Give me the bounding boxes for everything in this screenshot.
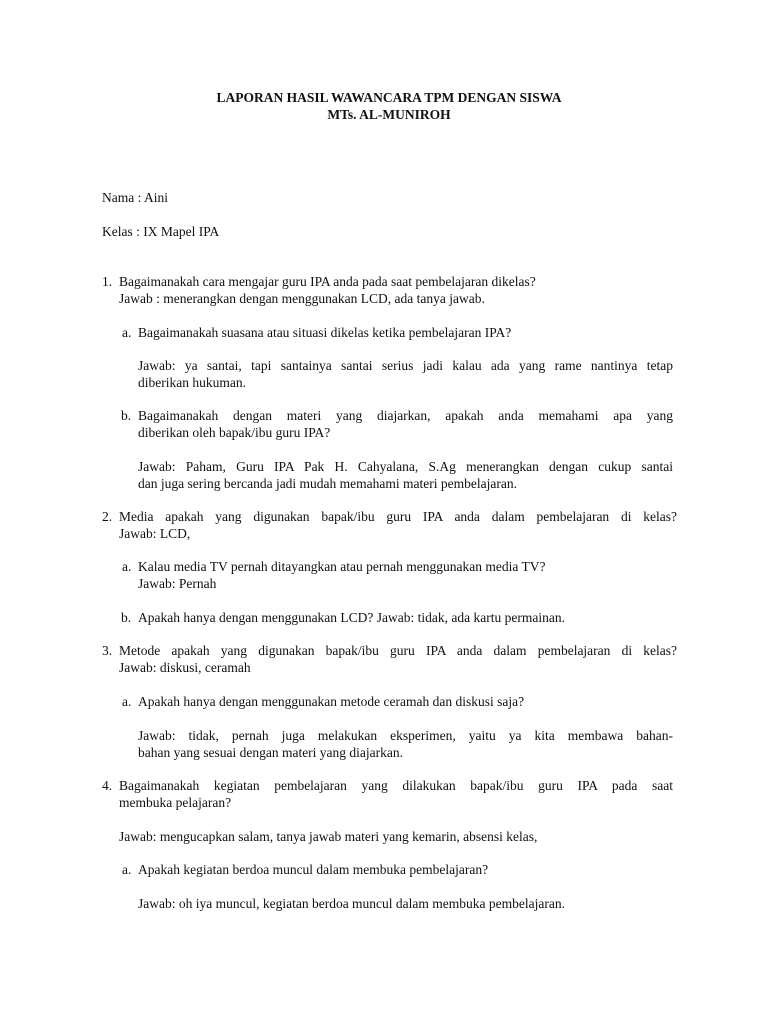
- answer-text: Jawab: LCD,: [119, 526, 191, 541]
- answer-text: Jawab: diskusi, ceramah: [119, 660, 251, 675]
- sub-question-label: a.: [122, 694, 132, 709]
- sub-question-label: b.: [121, 408, 132, 423]
- question-text: Bagaimanakah cara mengajar guru IPA anda pada saat pembelajaran dikelas?: [119, 274, 536, 289]
- question-text: Metode apakah yang digunakan bapak/ibu guru IPA anda dalam pembelajaran di kelas?: [119, 643, 677, 658]
- sub-question-text: Bagaimanakah suasana atau situasi dikelas ketika pembelajaran IPA?: [138, 325, 512, 340]
- sub-question-label: a.: [122, 325, 132, 340]
- answer-text: bahan yang sesuai dengan materi yang diajarkan.: [138, 745, 404, 760]
- answer-text: Jawab: mengucapkan salam, tanya jawab materi yang kemarin, absensi kelas,: [119, 829, 538, 844]
- student-class: Kelas : IX Mapel IPA: [102, 224, 220, 239]
- sub-question-text: diberikan oleh bapak/ibu guru IPA?: [138, 425, 331, 440]
- question-number: 2.: [102, 509, 113, 524]
- answer-text: diberikan hukuman.: [138, 375, 246, 390]
- question-text: Media apakah yang digunakan bapak/ibu guru IPA anda dalam pembelajaran di kelas?: [119, 509, 677, 524]
- sub-question-text: Bagaimanakah dengan materi yang diajarkan, apakah anda memahami apa yang: [138, 408, 673, 423]
- question-text: Bagaimanakah kegiatan pembelajaran yang dilakukan bapak/ibu guru IPA pada saat: [119, 778, 673, 793]
- question-text: membuka pelajaran?: [119, 795, 232, 810]
- question-number: 4.: [102, 778, 113, 793]
- answer-text: Jawab: Pernah: [138, 576, 217, 591]
- school-name: MTs. AL-MUNIROH: [327, 107, 451, 122]
- answer-text: Jawab: Paham, Guru IPA Pak H. Cahyalana, S.Ag menerangkan dengan cukup santai: [138, 459, 673, 474]
- answer-text: Jawab: tidak, pernah juga melakukan eksperimen, yaitu ya kita membawa bahan-: [138, 728, 673, 743]
- student-name: Nama : Aini: [102, 190, 168, 205]
- answer-text: dan juga sering bercanda jadi mudah memahami materi pembelajaran.: [138, 476, 517, 491]
- sub-question-label: a.: [122, 862, 132, 877]
- sub-question-text: Apakah kegiatan berdoa muncul dalam membuka pembelajaran?: [138, 862, 489, 877]
- sub-question-text: Kalau media TV pernah ditayangkan atau pernah menggunakan media TV?: [138, 559, 546, 574]
- question-number: 3.: [102, 643, 113, 658]
- answer-text: Jawab: ya santai, tapi santainya santai serius jadi kalau ada yang rame nantinya tetap: [138, 358, 673, 373]
- sub-question-text: Apakah hanya dengan menggunakan metode ceramah dan diskusi saja?: [138, 694, 525, 709]
- question-number: 1.: [102, 274, 113, 289]
- answer-text: Jawab: oh iya muncul, kegiatan berdoa muncul dalam membuka pembelajaran.: [138, 896, 565, 911]
- report-title: LAPORAN HASIL WAWANCARA TPM DENGAN SISWA: [216, 90, 562, 105]
- sub-question-text: Apakah hanya dengan menggunakan LCD? Jawab: tidak, ada kartu permainan.: [138, 610, 565, 625]
- sub-question-label: b.: [121, 610, 132, 625]
- sub-question-label: a.: [122, 559, 132, 574]
- answer-text: Jawab : menerangkan dengan menggunakan LCD, ada tanya jawab.: [119, 291, 485, 306]
